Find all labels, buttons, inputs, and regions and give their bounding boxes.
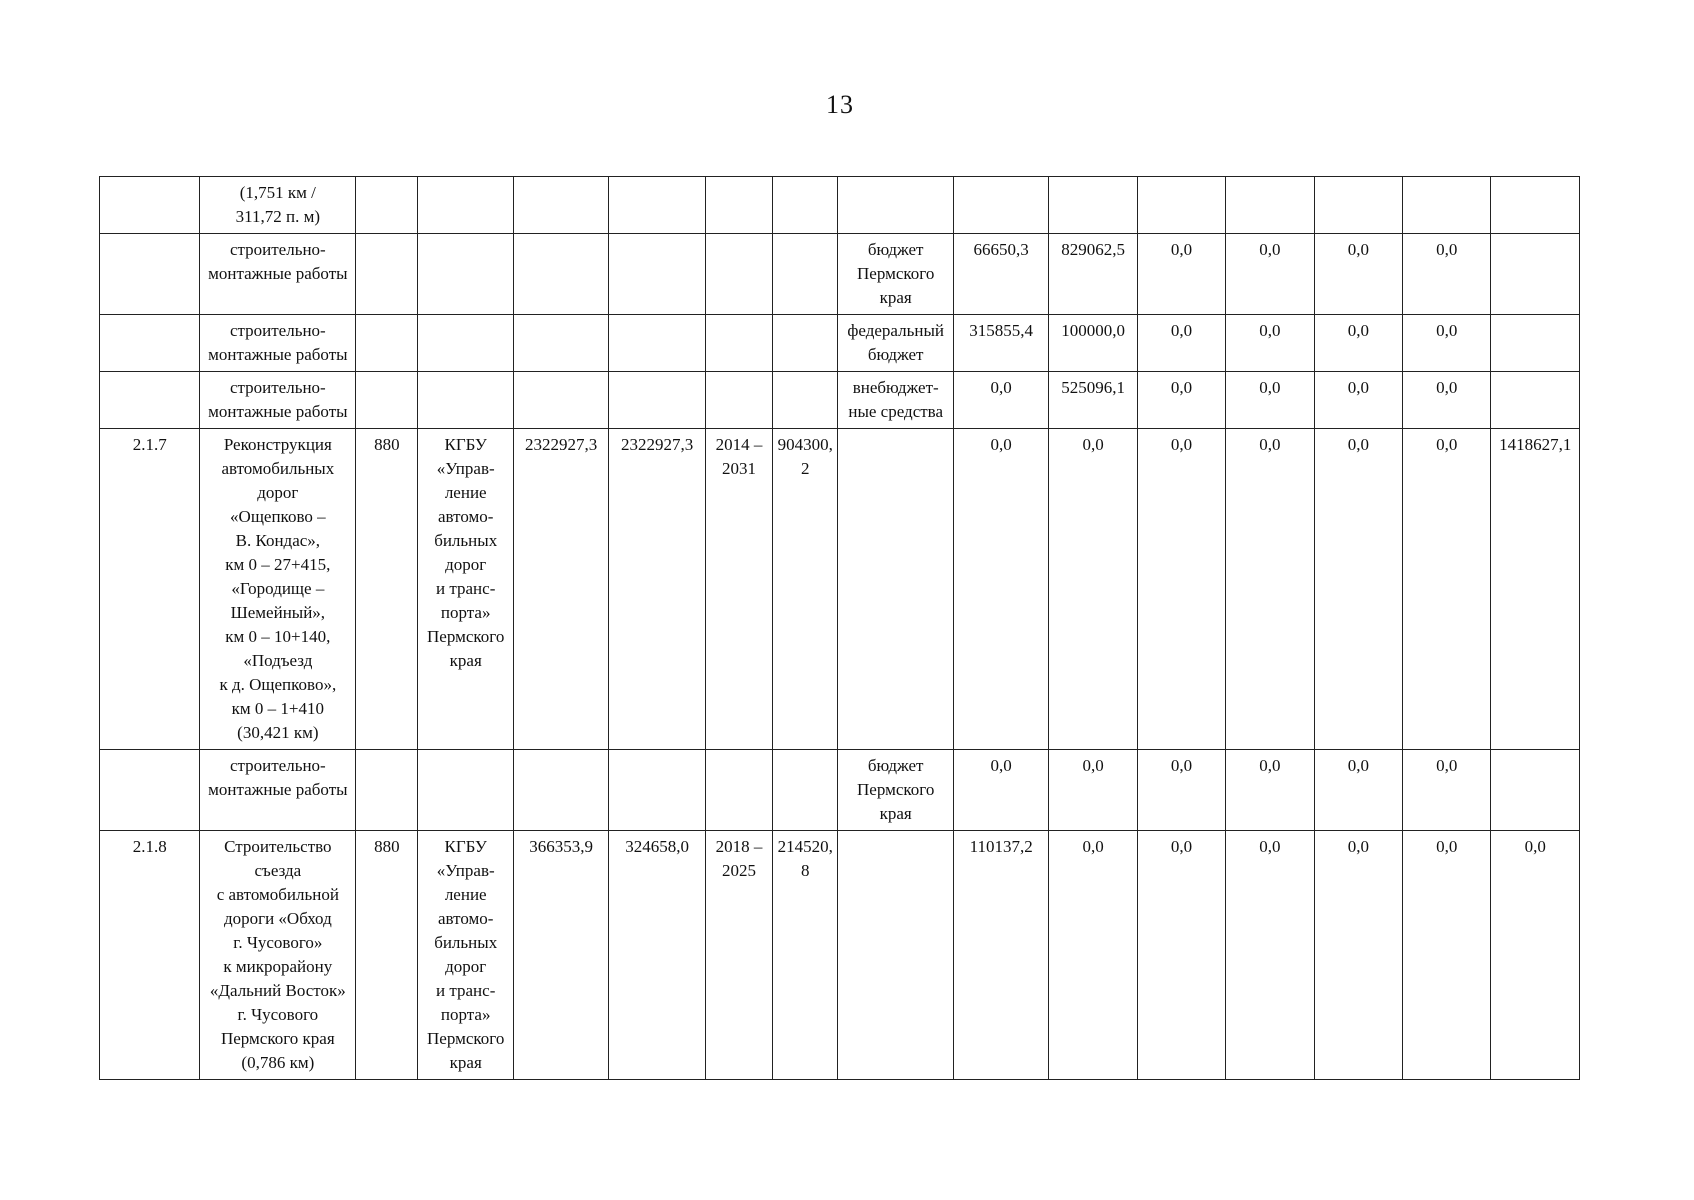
row-year-1-cell: 315855,4 [953, 315, 1048, 372]
row-year-1-cell: 66650,3 [953, 234, 1048, 315]
row-grbs-cell [356, 372, 418, 429]
row-year-2-cell: 0,0 [1049, 750, 1137, 831]
row-completed-cell [773, 234, 838, 315]
row-year-6-cell [1403, 177, 1491, 234]
row-year-1-cell: 110137,2 [953, 831, 1048, 1080]
row-year-3-cell: 0,0 [1137, 372, 1225, 429]
row-customer-cell [418, 372, 513, 429]
row-total-cost-cell [513, 372, 608, 429]
row-remaining-cell: 0,0 [1491, 831, 1580, 1080]
row-period-cell [705, 750, 772, 831]
row-completed-cell [773, 372, 838, 429]
row-grbs-cell [356, 315, 418, 372]
row-year-4-cell: 0,0 [1226, 372, 1314, 429]
row-total-cost-cell: 2322927,3 [513, 429, 608, 750]
row-year-1-cell: 0,0 [953, 372, 1048, 429]
row-funding-source-cell [838, 429, 954, 750]
row-year-2-cell: 0,0 [1049, 831, 1137, 1080]
row-code-cell: 2.1.8 [100, 831, 200, 1080]
table-row [100, 750, 1580, 831]
row-code-cell [100, 177, 200, 234]
table-row [100, 315, 1580, 372]
row-year-3-cell: 0,0 [1137, 429, 1225, 750]
row-limit-cell: 324658,0 [609, 831, 705, 1080]
row-year-5-cell: 0,0 [1314, 831, 1402, 1080]
row-customer-cell [418, 750, 513, 831]
row-code-cell [100, 750, 200, 831]
row-year-4-cell: 0,0 [1226, 315, 1314, 372]
row-completed-cell [773, 315, 838, 372]
row-period-cell [705, 372, 772, 429]
row-grbs-cell: 880 [356, 429, 418, 750]
row-year-5-cell: 0,0 [1314, 429, 1402, 750]
row-year-5-cell: 0,0 [1314, 315, 1402, 372]
row-name-cell: строительно- монтажные работы [200, 234, 356, 315]
row-code-cell: 2.1.7 [100, 429, 200, 750]
table-row [100, 234, 1580, 315]
page-number: 13 [826, 90, 854, 119]
table-row [100, 372, 1580, 429]
row-year-2-cell: 525096,1 [1049, 372, 1137, 429]
row-remaining-cell: 1418627,1 [1491, 429, 1580, 750]
row-total-cost-cell [513, 315, 608, 372]
row-year-5-cell: 0,0 [1314, 750, 1402, 831]
row-period-cell: 2018 – 2025 [705, 831, 772, 1080]
row-limit-cell [609, 315, 705, 372]
row-remaining-cell [1491, 372, 1580, 429]
row-year-5-cell: 0,0 [1314, 234, 1402, 315]
row-grbs-cell [356, 234, 418, 315]
row-year-3-cell: 0,0 [1137, 234, 1225, 315]
row-remaining-cell [1491, 315, 1580, 372]
row-year-6-cell: 0,0 [1403, 315, 1491, 372]
row-year-2-cell: 829062,5 [1049, 234, 1137, 315]
row-funding-source-cell: бюджет Пермского края [838, 750, 954, 831]
row-year-5-cell [1314, 177, 1402, 234]
row-total-cost-cell [513, 177, 608, 234]
row-period-cell [705, 177, 772, 234]
row-grbs-cell [356, 750, 418, 831]
row-period-cell: 2014 – 2031 [705, 429, 772, 750]
row-name-cell: строительно- монтажные работы [200, 315, 356, 372]
row-limit-cell [609, 177, 705, 234]
row-code-cell [100, 372, 200, 429]
row-year-6-cell: 0,0 [1403, 234, 1491, 315]
row-year-6-cell: 0,0 [1403, 831, 1491, 1080]
row-remaining-cell [1491, 750, 1580, 831]
row-year-2-cell: 0,0 [1049, 429, 1137, 750]
row-total-cost-cell [513, 750, 608, 831]
row-period-cell [705, 315, 772, 372]
table-row [100, 831, 1580, 1080]
row-total-cost-cell [513, 234, 608, 315]
row-year-4-cell: 0,0 [1226, 429, 1314, 750]
row-customer-cell [418, 234, 513, 315]
row-period-cell [705, 234, 772, 315]
row-year-5-cell: 0,0 [1314, 372, 1402, 429]
row-customer-cell: КГБУ «Управ- ление автомо- бильных дорог и транс- порта» Пермского края [418, 429, 513, 750]
row-customer-cell: КГБУ «Управ- ление автомо- бильных дорог и транс- порта» Пермского края [418, 831, 513, 1080]
row-year-4-cell: 0,0 [1226, 234, 1314, 315]
row-funding-source-cell: бюджет Пермского края [838, 234, 954, 315]
row-year-2-cell: 100000,0 [1049, 315, 1137, 372]
row-remaining-cell [1491, 234, 1580, 315]
row-funding-source-cell: внебюджет- ные средства [838, 372, 954, 429]
row-year-6-cell: 0,0 [1403, 429, 1491, 750]
row-limit-cell: 2322927,3 [609, 429, 705, 750]
row-funding-source-cell: федеральный бюджет [838, 315, 954, 372]
row-limit-cell [609, 372, 705, 429]
row-name-cell: Реконструкция автомобильных дорог «Ощепково – В. Кондас», км 0 – 27+415, «Городище – Шемейный», км 0 – 10+140, «Подъезд к д. Ощепково», км 0 – 1+410 (30,421 км) [200, 429, 356, 750]
row-completed-cell: 214520, 8 [773, 831, 838, 1080]
row-completed-cell [773, 177, 838, 234]
row-year-6-cell: 0,0 [1403, 372, 1491, 429]
row-name-cell: (1,751 км / 311,72 п. м) [200, 177, 356, 234]
row-limit-cell [609, 234, 705, 315]
row-year-3-cell [1137, 177, 1225, 234]
row-year-4-cell: 0,0 [1226, 831, 1314, 1080]
row-year-1-cell: 0,0 [953, 429, 1048, 750]
row-year-3-cell: 0,0 [1137, 831, 1225, 1080]
table-row [100, 177, 1580, 234]
row-code-cell [100, 315, 200, 372]
row-name-cell: Строительство съезда с автомобильной дороги «Обход г. Чусового» к микрорайону «Дальний Восток» г. Чусового Пермского края (0,786 км) [200, 831, 356, 1080]
row-year-1-cell: 0,0 [953, 750, 1048, 831]
row-limit-cell [609, 750, 705, 831]
row-code-cell [100, 234, 200, 315]
row-customer-cell [418, 315, 513, 372]
table-row [100, 429, 1580, 750]
row-funding-source-cell [838, 177, 954, 234]
row-year-6-cell: 0,0 [1403, 750, 1491, 831]
row-grbs-cell: 880 [356, 831, 418, 1080]
row-customer-cell [418, 177, 513, 234]
row-year-4-cell [1226, 177, 1314, 234]
row-year-3-cell: 0,0 [1137, 750, 1225, 831]
row-remaining-cell [1491, 177, 1580, 234]
budget-table [99, 176, 1580, 1080]
row-year-1-cell [953, 177, 1048, 234]
row-grbs-cell [356, 177, 418, 234]
row-year-3-cell: 0,0 [1137, 315, 1225, 372]
row-completed-cell [773, 750, 838, 831]
row-funding-source-cell [838, 831, 954, 1080]
row-year-2-cell [1049, 177, 1137, 234]
row-year-4-cell: 0,0 [1226, 750, 1314, 831]
row-name-cell: строительно- монтажные работы [200, 372, 356, 429]
row-total-cost-cell: 366353,9 [513, 831, 608, 1080]
row-name-cell: строительно- монтажные работы [200, 750, 356, 831]
row-completed-cell: 904300, 2 [773, 429, 838, 750]
